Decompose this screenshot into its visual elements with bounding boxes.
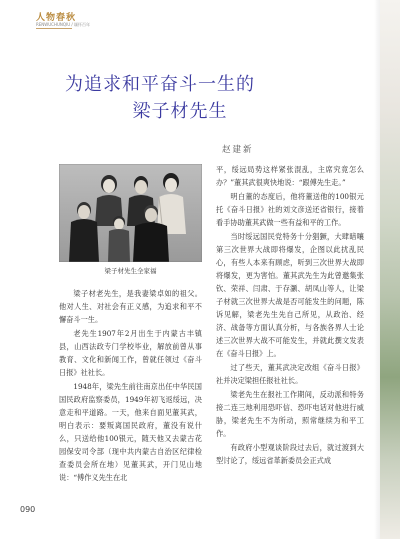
paragraph: 有政府小型观谈阶段过去后，就过渡到大型讨论了，绥远省革新委员会正式成 bbox=[216, 443, 364, 465]
paragraph: 老先生1907年2月出生于内蒙古丰镇县，山西法政专门学校毕业，解放前曾从事教育、文化和新闻工作，曾就任领过《奋斗日报》社社长。 bbox=[59, 329, 202, 377]
family-photo bbox=[59, 164, 202, 262]
paragraph: 1948年，梁先生前往南京出任中华民国国民政府监察委员，1949年初飞返绥远，决意走和平道路。一天，他来自面见董其武，明白表示：要叛离国民政府，董没有说什么，只送给他100银元，随天他又去蒙古花园保安司令部（现中共内蒙古自治区纪律检查委员会所在地）见董其武，开门见山地说：“傅作义先生在北 bbox=[59, 382, 202, 482]
paragraph: 梁老先生在报社工作期间，反动派和特务接二连三地利用恐吓信、恐吓电话对他进行威胁，梁老先生不为所动，照常继续为和平工作。 bbox=[216, 390, 364, 438]
decorative-side-strip bbox=[380, 0, 400, 539]
section-header-subtitle: RENWUCHUNQIU / 缅怀百年 bbox=[36, 22, 91, 27]
left-text-column bbox=[59, 287, 202, 485]
photo-caption: 梁子材先生全家福 bbox=[104, 267, 157, 275]
paragraph: 平，绥远局势这样紧张混乱，主席究竟怎么办？”董其武很爽快地说：“跟傅先生走。” bbox=[216, 165, 364, 187]
section-header-title: 人物春秋 bbox=[36, 13, 77, 23]
right-text-column bbox=[216, 163, 364, 468]
paragraph: 过了些天，董其武决定改组《奋斗日报》社并决定梁担任报社社长。 bbox=[216, 363, 364, 385]
paragraph: 当时绥远国民党特务十分猖獗，大肆暗嚷第三次世界大战即将爆发，企图以此扰乱民心，有些人本来有顾虑，听到三次世界大战即将爆发，更为害怕。董其武先生为此曾邀集张钦、荣祥、闫肃、于存灏、胡凤山等人，让梁子材就三次世界大战是否可能发生的问题，陈诉见解，梁老先生先自己所见，从政治、经济、战备等方面认真分析，与各族各界人士论述三次世界大战不可能发生，并就此撰文发表在《奋斗日报》上。 bbox=[216, 232, 364, 358]
article-author: 赵建新 bbox=[222, 145, 254, 155]
article-title-line1: 为追求和平奋斗一生的 bbox=[65, 74, 255, 95]
paragraph: 梁子材老先生，是我妻梁卓如的祖父。他对人生、对社会有正义感，为追求和平不懈奋斗一生。 bbox=[59, 289, 202, 324]
page-number: 090 bbox=[20, 505, 36, 514]
paragraph: 明白董的态度后，他将董送他的100银元托《奋斗日报》社的刘文彦送还省银行，接着看手协助董其武做一些有益和平的工作。 bbox=[216, 192, 364, 227]
family-photo-image bbox=[59, 164, 202, 262]
article-title-line2: 梁子材先生 bbox=[132, 101, 228, 122]
header-divider bbox=[36, 28, 72, 29]
